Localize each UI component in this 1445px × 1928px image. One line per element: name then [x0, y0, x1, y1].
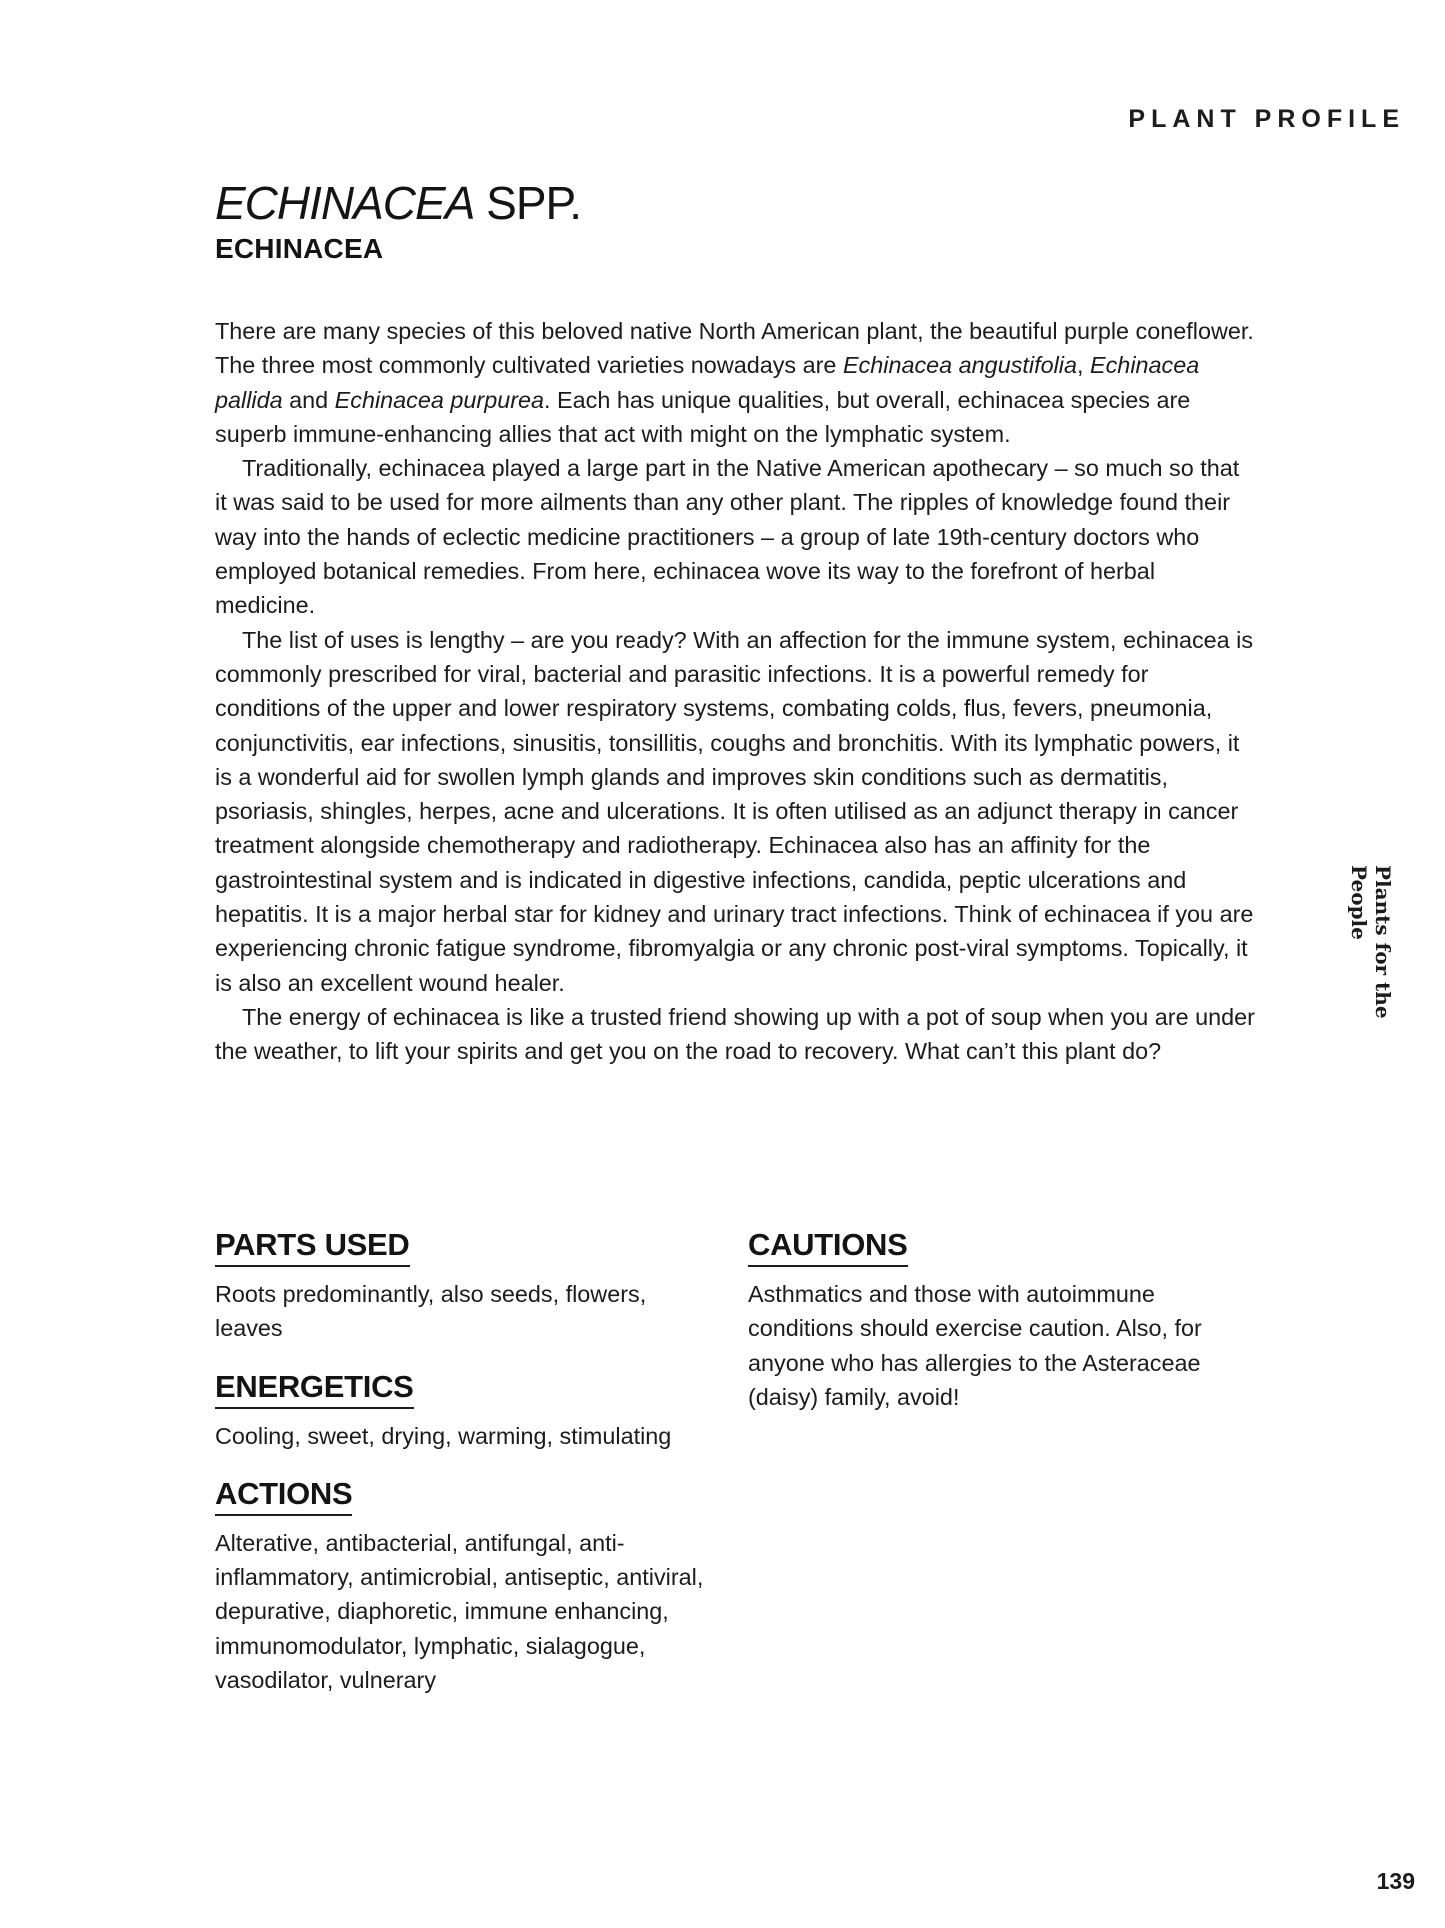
separator: , — [1077, 352, 1091, 379]
parts-used-text: Roots predominantly, also seeds, flowers, leaves — [215, 1281, 647, 1342]
species-name: Echinacea purpurea — [334, 386, 545, 413]
energetics-text: Cooling, sweet, drying, warming, stimulating — [215, 1422, 672, 1449]
properties-left-column — [215, 1225, 715, 1718]
plant-common-name: ECHINACEA — [215, 233, 384, 264]
cautions-heading: CAUTIONS — [748, 1225, 908, 1267]
plant-latin-name — [215, 175, 581, 231]
parts-used-heading: PARTS USED — [215, 1225, 410, 1267]
separator: and — [282, 386, 335, 413]
cautions-text: Asthmatics and those with autoimmune conditions should exercise caution. Also, for anyone who has allergies to the Asteraceae (daisy) family, avoid! — [748, 1281, 1202, 1410]
plant-genus: ECHINACEA — [215, 177, 475, 229]
plant-description — [215, 314, 1255, 1069]
properties-right-column — [748, 1225, 1248, 1435]
running-title: Plants for the People — [1347, 865, 1395, 1019]
paragraph-energy: The energy of echinacea is like a trusted friend showing up with a pot of soup when you are under the weather, to lift your spirits and get you on the road to recovery. What can’t this plant do? — [215, 1003, 1255, 1065]
plant-title-block — [215, 175, 581, 267]
actions-text: Alterative, antibacterial, antifungal, anti-inflammatory, antimicrobial, antiseptic, antiviral, depurative, diaphoretic, immune enhancing, immunomodulator, lymphatic, sialagogue, vasodilator, vulnerary — [215, 1529, 704, 1694]
plant-species-suffix: SPP. — [474, 177, 582, 229]
actions-heading: ACTIONS — [215, 1474, 352, 1516]
paragraph-text: There are many species of this beloved native North American plant, the beautiful purple coneflower. The three most commonly cultivated varieties nowadays are — [215, 318, 1254, 379]
paragraph-text: . Each has unique qualities, but overall, echinacea species are superb immune-enhancing allies that act with might on the lymphatic system. — [215, 386, 1191, 447]
paragraph-uses: The list of uses is lengthy – are you ready? With an affection for the immune system, echinacea is commonly prescribed for viral, bacterial and parasitic infections. It is a powerful remedy for conditions of the upper and lower respiratory systems, combating colds, flus, fevers, pneumonia, conjunctivitis, ear infections, sinusitis, tonsillitis, coughs and bronchitis. With its lymphatic powers, it is a wonderful aid for swollen lymph glands and improves skin conditions such as dermatitis, psoriasis, shingles, herpes, acne and ulcerations. It is often utilised as an adjunct therapy in cancer treatment alongside chemotherapy and radiotherapy. Echinacea also has an affinity for the gastrointestinal system and is indicated in digestive infections, candida, peptic ulcerations and hepatitis. It is a major herbal star for kidney and urinary tract infections. Think of echinacea if you are experiencing chronic fatigue syndrome, fibromyalgia or any chronic post-viral symptoms. Topically, it is also an excellent wound healer. — [215, 626, 1254, 996]
species-name: Echinacea angustifolia — [842, 352, 1078, 379]
section-label: PLANT PROFILE — [1128, 105, 1405, 133]
paragraph-history: Traditionally, echinacea played a large part in the Native American apothecary – so much so that it was said to be used for more ailments than any other plant. The ripples of knowledge found their way into the hands of eclectic medicine practitioners – a group of late 19th-century doctors who employed botanical remedies. From here, echinacea wove its way to the forefront of herbal medicine. — [215, 455, 1240, 619]
paragraph-intro — [215, 314, 1255, 451]
page-number: 139 — [1376, 1868, 1415, 1894]
energetics-heading: ENERGETICS — [215, 1367, 414, 1409]
species-name: Echinacea pallida — [215, 352, 1200, 413]
